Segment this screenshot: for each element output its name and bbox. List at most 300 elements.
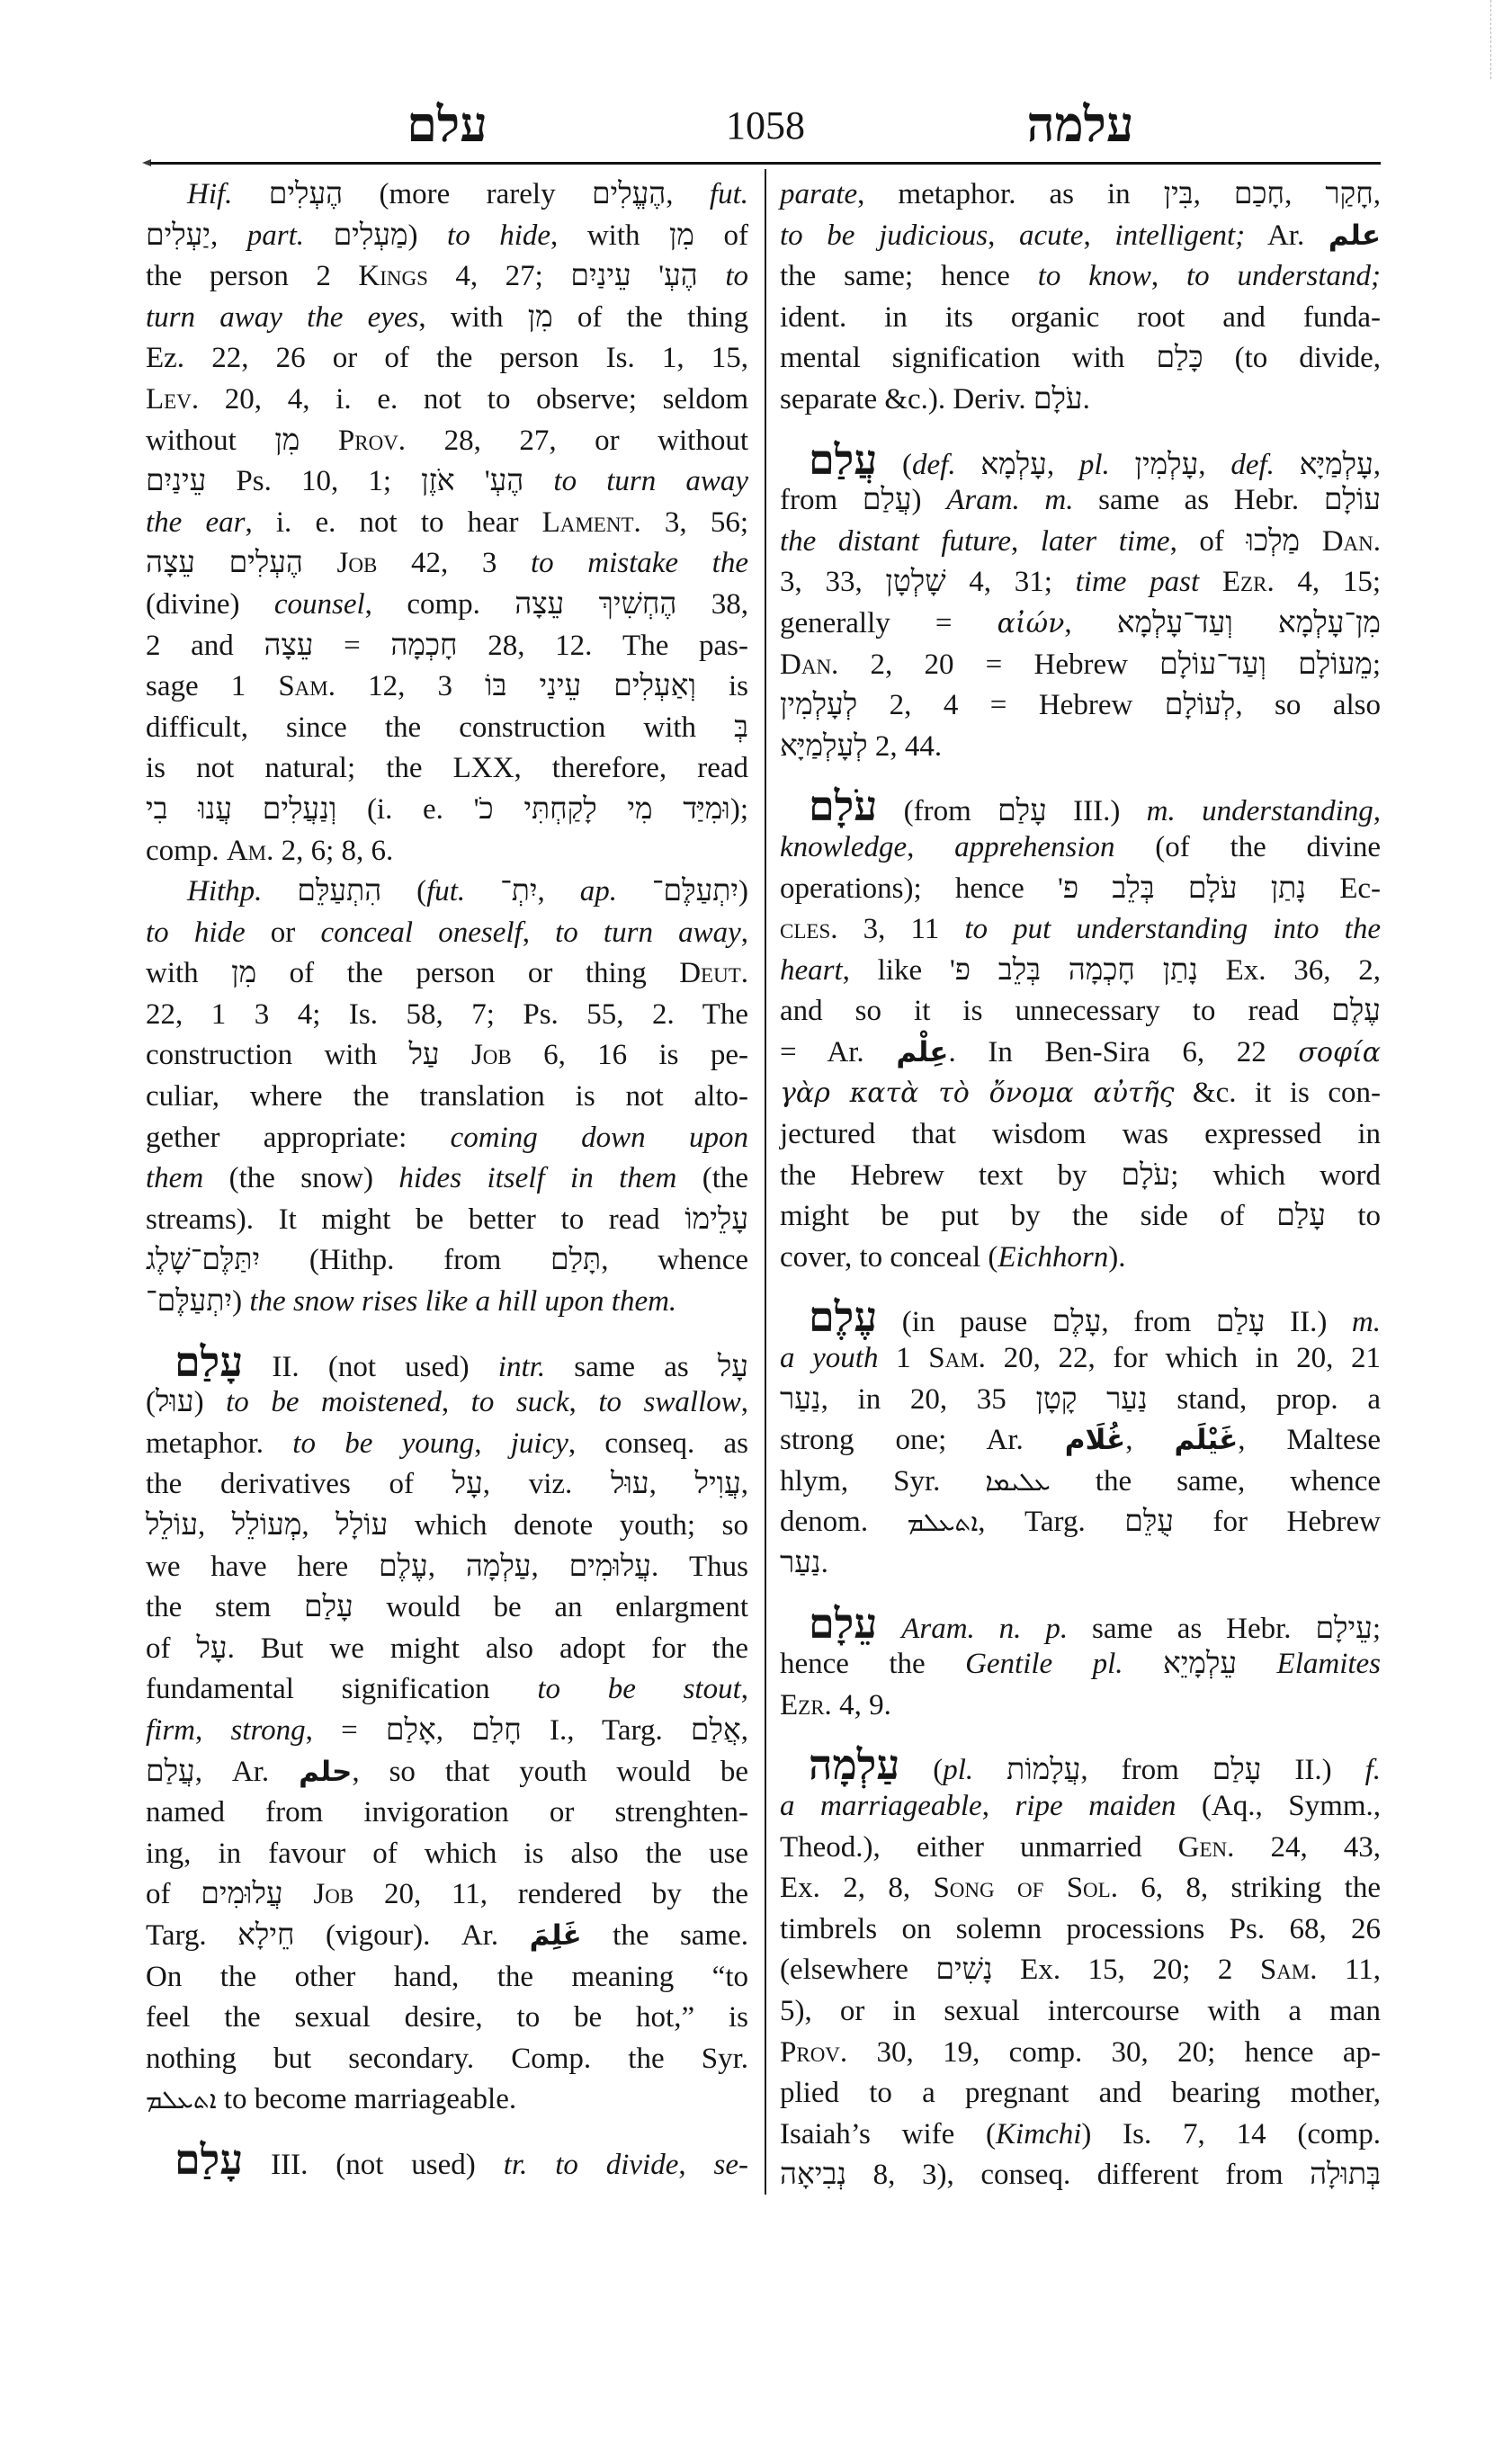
italic-text: turn away the eyes <box>146 300 419 334</box>
text-line <box>146 2136 749 2183</box>
text-run: 8, 3), conseq. different from <box>846 2159 1311 2192</box>
book-reference: Sam. <box>1259 1954 1318 1987</box>
hebrew-word: נְבִיאָה <box>780 2159 847 2192</box>
text-run: On the other hand, the meaning “to <box>146 1960 748 1993</box>
text-run: feel the sexual desire, to be hot,” is <box>146 2001 748 2034</box>
text-line <box>146 1629 748 1670</box>
text-run: , <box>531 1550 569 1583</box>
book-reference: Sam. <box>928 1342 986 1375</box>
italic-text: them <box>146 1162 204 1195</box>
text-line <box>780 1600 1381 1647</box>
text-run: . <box>1082 382 1090 416</box>
text-line <box>780 436 1382 483</box>
arabic-word: حلم <box>299 1755 353 1788</box>
italic-text: f. <box>1364 1754 1381 1787</box>
text-line <box>780 2155 1381 2196</box>
text-line <box>146 913 748 954</box>
text-line <box>146 1035 748 1077</box>
text-run: , <box>1284 178 1326 210</box>
arabic-word: علم <box>1328 219 1381 252</box>
hebrew-word: עָלַם <box>998 795 1047 828</box>
hebrew-word: מֵעוֹלָם וְעַד־עוֹלָם <box>1159 648 1373 681</box>
text-line <box>780 1338 1381 1380</box>
hebrew-word: יִתַּלֶּם־שָׁלֶג <box>146 1244 261 1277</box>
text-line <box>780 827 1381 869</box>
hebrew-word: עוּל <box>611 1468 649 1501</box>
text-line <box>780 1420 1381 1462</box>
text-run: . But we might also adopt for the <box>227 1632 748 1665</box>
text-run <box>1123 1648 1163 1680</box>
book-reference: Am. <box>226 834 274 867</box>
text-line <box>780 1685 1381 1727</box>
italic-text: ripe maiden <box>1015 1789 1176 1822</box>
text-run: , <box>522 916 556 949</box>
text-run: construction with <box>146 1039 409 1072</box>
text-run: II.) <box>1261 1754 1365 1787</box>
hebrew-word: לְעָלְמִין <box>780 689 858 722</box>
hebrew-word: עֵצָה <box>264 629 314 662</box>
text-run: 28, 27, or without <box>406 424 749 457</box>
text-run: ). <box>1108 1240 1126 1274</box>
book-reference: Sam. <box>278 670 336 703</box>
text-line <box>780 216 1381 257</box>
text-run: (the snow) <box>203 1162 399 1195</box>
hebrew-word: עֵינַיִם <box>146 465 207 498</box>
italic-text: Eichhorn <box>998 1240 1109 1274</box>
text-run: , <box>1046 448 1079 481</box>
dictionary-entry <box>146 1338 749 2121</box>
text-run: 3, 11 <box>837 913 965 946</box>
text-line <box>780 1786 1381 1828</box>
hebrew-word: עָל <box>196 1632 228 1665</box>
text-line <box>780 991 1381 1033</box>
italic-text: m. <box>1351 1306 1382 1339</box>
hebrew-word: עֲלוּמִים <box>201 1878 283 1911</box>
text-line <box>780 1868 1381 1909</box>
text-line <box>146 216 748 257</box>
text-run: (vigour). Ar. <box>294 1918 530 1952</box>
text-run: , <box>301 1509 336 1542</box>
text-run: , in 20, 35 <box>820 1382 1036 1416</box>
book-reference: Kings <box>358 260 428 293</box>
text-run: (divine) <box>146 587 274 621</box>
italic-text: hides itself in them <box>398 1162 677 1195</box>
text-run: (to divide, <box>1203 342 1381 375</box>
text-run: the same. <box>581 1918 748 1952</box>
text-run: Ec- <box>1306 872 1382 905</box>
book-reference: Job <box>336 547 378 580</box>
text-run: 30, 19, comp. 30, 20; hence ap- <box>847 2035 1381 2069</box>
hebrew-word: חָכְמָה <box>390 629 458 662</box>
text-run: Ez. 22, 26 or of the person Is. 1, 15, <box>146 342 748 375</box>
text-run: the same, whence <box>1050 1464 1381 1498</box>
text-line <box>146 1793 748 1834</box>
hebrew-word: מִן <box>274 424 300 457</box>
headword: עֵלָם <box>809 1600 878 1647</box>
hebrew-word: הֶעְלִים <box>268 178 344 210</box>
entry-paragraph <box>146 174 748 872</box>
italic-text: the snow rises like a hill upon them. <box>249 1285 677 1319</box>
text-run: &c. it is con- <box>1174 1077 1381 1110</box>
hebrew-word: נַעַר קָטָן <box>1035 1382 1148 1416</box>
hebrew-word: וְנַעֲלִים עֲנוּ בִי <box>146 792 337 826</box>
right-column <box>780 174 1381 2196</box>
hebrew-word: מִן <box>527 300 553 334</box>
hebrew-word: אָלַם <box>385 1713 436 1747</box>
italic-text: apprehension <box>954 830 1115 863</box>
text-run: 2, 6; 8, 6. <box>273 834 394 867</box>
italic-text: def. <box>912 448 956 481</box>
text-line <box>780 604 1381 645</box>
text-line <box>780 338 1381 380</box>
hebrew-word: אֲלַם <box>690 1713 741 1747</box>
italic-text: juicy <box>510 1426 568 1460</box>
text-run: , Maltese <box>1238 1424 1382 1457</box>
text-run <box>440 1039 471 1071</box>
text-run: of <box>694 219 749 252</box>
text-run: ) <box>193 1386 227 1419</box>
text-line <box>780 1543 1381 1585</box>
header-rule <box>150 162 1381 165</box>
text-run: , <box>427 1550 466 1583</box>
text-run: Targ. <box>146 1918 238 1952</box>
text-run: , <box>740 1713 748 1747</box>
hebrew-word: חָכַם <box>1233 178 1285 210</box>
column-divider <box>765 169 766 2195</box>
text-run: without <box>146 424 275 457</box>
arabic-word: غُلَام <box>1064 1424 1126 1457</box>
hebrew-word: עוּל <box>156 1386 194 1419</box>
text-run <box>1199 566 1222 598</box>
italic-text: a marriageable <box>780 1789 982 1822</box>
text-run: 12, 3 <box>336 670 486 703</box>
text-run: , <box>1125 1424 1175 1457</box>
text-run: ; <box>1372 648 1381 681</box>
hebrew-word: עָלַם <box>1276 1200 1326 1233</box>
arabic-word: غَلِمَ <box>529 1918 582 1952</box>
text-run: the stem <box>146 1591 304 1624</box>
syriac-word: ܐܬܥܠܡ <box>146 2085 217 2115</box>
text-line <box>146 2039 748 2080</box>
text-run: with <box>146 957 232 990</box>
italic-text: intr. <box>497 1350 546 1383</box>
text-line <box>780 298 1381 339</box>
text-line <box>780 174 1381 216</box>
text-run: 4, 15; <box>1274 566 1382 599</box>
book-reference: cles. <box>780 913 838 946</box>
hebrew-word: חֵילָא <box>237 1918 295 1952</box>
text-run: , so also <box>1235 689 1381 722</box>
text-run: 42, 3 <box>377 547 531 580</box>
entry-paragraph <box>780 174 1381 421</box>
hebrew-word: יִתְ־ <box>500 875 538 908</box>
text-run: , <box>1373 178 1381 210</box>
italic-text: to turn away <box>555 916 741 949</box>
text-run: (from <box>877 795 998 828</box>
text-line <box>780 2115 1381 2156</box>
text-line <box>146 1506 748 1547</box>
text-line <box>780 562 1381 604</box>
text-line <box>146 461 748 503</box>
hebrew-word: עֶלֶם <box>1331 995 1381 1028</box>
book-reference: Song of Sol. <box>933 1872 1118 1905</box>
hebrew-word: הֶעְ' עֵינַיִם <box>570 260 698 293</box>
scan-edge-mark <box>1490 0 1491 79</box>
italic-text: to be stout <box>537 1673 741 1706</box>
italic-text: firm <box>146 1713 196 1747</box>
text-line <box>780 1033 1381 1074</box>
text-run: , <box>740 1468 748 1501</box>
italic-text: to mistake the <box>530 547 749 580</box>
text-run <box>303 547 337 579</box>
dictionary-entry <box>780 1600 1382 1727</box>
italic-text: parate <box>780 178 858 210</box>
hebrew-word: מְעוֹלֵל <box>231 1509 302 1542</box>
text-run: . <box>820 1547 828 1579</box>
text-run: 38, <box>676 587 748 621</box>
text-line <box>780 1156 1381 1197</box>
hebrew-word: מַעְלִים <box>333 219 408 252</box>
text-run: II. (not used) <box>243 1350 498 1383</box>
text-run: ) <box>911 484 947 517</box>
italic-text: to hide <box>146 916 246 949</box>
text-run: , <box>740 916 749 949</box>
text-run <box>1110 449 1135 481</box>
text-run: , <box>1083 219 1115 252</box>
book-reference: Dan. <box>1321 524 1382 558</box>
text-line <box>146 174 748 216</box>
text-run: , <box>649 1468 695 1501</box>
text-run: denom. <box>780 1506 908 1539</box>
text-line <box>780 480 1381 522</box>
italic-text: coming down upon <box>450 1121 748 1154</box>
text-run <box>465 875 500 908</box>
text-run: we have here <box>146 1550 380 1583</box>
text-line <box>146 790 748 831</box>
text-run: jectured that wisdom was expressed in <box>780 1118 1381 1151</box>
text-run: , <box>988 219 1019 252</box>
hebrew-word: וּמִיַּד מִי לָקַחְתִּי כֹ' <box>473 792 730 826</box>
text-run: , <box>981 1789 1015 1822</box>
text-run <box>698 260 726 292</box>
text-run: 4, 27; <box>427 260 571 293</box>
text-run <box>523 465 553 497</box>
text-run: Ar. <box>1245 219 1329 252</box>
italic-text: to be young <box>292 1426 475 1460</box>
text-run: 24, 43, <box>1234 1830 1381 1864</box>
book-reference: Lament. <box>541 505 641 539</box>
text-run: sage 1 <box>146 670 279 703</box>
text-run: ( <box>877 448 913 481</box>
text-line <box>146 872 748 913</box>
text-line <box>780 1380 1381 1421</box>
italic-text: to be moistened <box>226 1386 442 1419</box>
text-run: (i. e. <box>336 792 474 826</box>
hebrew-word: עֻלֵּם <box>1124 1506 1174 1539</box>
italic-text: to swallow <box>598 1386 741 1419</box>
hebrew-word: עוֹלָל <box>336 1509 389 1542</box>
text-run: difficult, since the construction with <box>146 711 735 744</box>
text-line <box>146 256 748 298</box>
text-run: 22, 1 3 4; Is. 58, 7; Ps. 55, 2. The <box>146 997 748 1031</box>
text-line <box>146 1957 748 1998</box>
text-run: same as Hebr. <box>1073 484 1324 517</box>
text-line <box>780 1644 1381 1685</box>
text-run <box>232 178 268 210</box>
text-run: = <box>313 629 391 662</box>
text-run <box>300 425 338 457</box>
text-run: streams). It might be better to read <box>146 1203 685 1236</box>
text-line <box>780 1196 1381 1238</box>
dictionary-entry <box>780 436 1382 768</box>
book-reference: Job <box>470 1039 512 1072</box>
text-run: . In Ben-Sira 6, 22 <box>948 1035 1299 1069</box>
text-run: (the <box>676 1162 749 1195</box>
syriac-word: ܥܠܝܡܐ <box>985 1466 1051 1497</box>
italic-text: to hide <box>447 219 551 252</box>
text-line <box>146 1874 748 1916</box>
italic-text: part. <box>246 219 305 252</box>
text-line <box>146 298 748 339</box>
italic-text: a youth <box>780 1342 879 1375</box>
hebrew-word: עָלְמַיָּא <box>1299 448 1373 481</box>
book-reference: Deut. <box>679 957 749 990</box>
text-run: fundamental signification <box>146 1673 538 1706</box>
text-run: , whence <box>601 1244 748 1277</box>
text-run: ) <box>232 1285 250 1319</box>
text-run: of <box>146 1878 201 1911</box>
italic-text: fut. <box>426 875 466 908</box>
text-run: , <box>568 1386 599 1419</box>
text-run: ing, in favour of which is also the use <box>146 1837 748 1870</box>
text-run: , i. e. not to hear <box>245 505 542 539</box>
text-run <box>973 1754 1007 1786</box>
book-reference: Ezr. <box>780 1688 832 1721</box>
text-line <box>146 1158 748 1200</box>
text-run: the Hebrew text by <box>780 1158 1122 1192</box>
text-run: ( <box>381 875 427 908</box>
text-run <box>617 875 652 908</box>
text-run: generally = <box>780 606 998 639</box>
text-line <box>780 1073 1381 1114</box>
text-line <box>146 708 748 749</box>
hebrew-word: נַעַר <box>780 1382 821 1416</box>
text-run: , = <box>305 1713 386 1747</box>
italic-text: Kimchi <box>996 2117 1082 2150</box>
text-run: Ex. 15, 20; 2 <box>992 1954 1260 1987</box>
hebrew-word: עֵילָם <box>1315 1612 1373 1645</box>
text-run: timbrels on solemn processions Ps. 68, 26 <box>780 1912 1381 1945</box>
text-run: which denote youth; so <box>388 1509 748 1542</box>
hebrew-word: עֹלָם <box>1121 1158 1171 1192</box>
text-run: , from <box>1080 1754 1212 1787</box>
text-run: , of <box>1169 524 1247 558</box>
headword: עֶלֶם <box>809 1294 878 1341</box>
headword: עַלְמָה <box>809 1742 900 1789</box>
text-run: to become marriageable. <box>216 2083 517 2116</box>
text-run: 3, 56; <box>640 505 749 539</box>
text-run: (Aq., Symm., <box>1176 1789 1381 1822</box>
text-run <box>1300 525 1322 558</box>
hebrew-word: עֶלֶם <box>379 1550 428 1583</box>
text-run: ); <box>729 792 748 826</box>
arabic-word: عِلْم <box>896 1035 949 1069</box>
text-run: and so it is unnecessary to read <box>780 995 1332 1028</box>
text-run: , Ar. <box>194 1755 300 1788</box>
hebrew-word: יִתְעַלֶּם־ <box>146 1285 233 1319</box>
text-run: ; which word <box>1170 1158 1382 1192</box>
text-line <box>146 585 748 626</box>
text-line <box>146 1338 748 1385</box>
text-run: is not natural; the LXX, therefore, read <box>146 752 748 785</box>
text-line <box>780 1462 1381 1503</box>
hebrew-word: עֲלוּמִים <box>568 1550 651 1583</box>
text-run: , so that youth would be <box>352 1755 748 1788</box>
text-run: plied to a pregnant and bearing mother, <box>780 2077 1381 2110</box>
text-run: is <box>695 670 748 703</box>
text-run: would be an enlargment <box>353 1591 748 1624</box>
text-run: might be put by the side of <box>780 1200 1277 1233</box>
text-run <box>877 1613 901 1645</box>
hebrew-word: נָתַן חָכְמָה בְּלֵב פ' <box>949 953 1198 987</box>
greek-word: σοφία <box>1298 1036 1381 1069</box>
italic-text: Aram. n. p. <box>901 1612 1069 1645</box>
text-line <box>146 831 748 872</box>
text-line <box>146 1118 748 1159</box>
arabic-word: غَيْلَم <box>1174 1424 1239 1457</box>
text-run: , like <box>842 953 950 987</box>
hebrew-word: נָשִׁים <box>935 1954 993 1987</box>
text-run: III. (not used) <box>243 2148 504 2181</box>
text-run <box>527 2149 555 2181</box>
text-line <box>146 1077 748 1118</box>
text-line <box>146 1200 748 1241</box>
text-run: (elsewhere <box>780 1954 936 1987</box>
page-number: 1058 <box>726 103 805 148</box>
italic-text: to <box>725 260 748 293</box>
text-run: , <box>198 1509 232 1542</box>
text-run: , <box>666 178 710 210</box>
text-run: culiar, where the translation is not alto- <box>146 1080 748 1113</box>
hebrew-word: בְּ <box>734 711 748 744</box>
text-run: of the person or thing <box>256 957 680 990</box>
text-run: metaphor. <box>146 1426 293 1460</box>
text-line <box>146 953 748 995</box>
text-run: ( <box>146 1386 156 1419</box>
italic-text: pl. <box>1078 448 1110 481</box>
text-line <box>146 1916 748 1957</box>
hebrew-word: מַלְכוּ <box>1246 524 1301 558</box>
text-run: Ps. 10, 1; <box>206 465 422 498</box>
text-run: , <box>537 875 580 908</box>
text-run: 2, 44. <box>867 729 943 763</box>
hebrew-word: וְאַעְלִים עֵינַי בּוֹ <box>485 670 696 703</box>
text-run: ) Is. 7, 14 (comp. <box>1081 2117 1381 2150</box>
hebrew-word: עָל <box>452 1468 483 1501</box>
text-run: , <box>740 1386 749 1419</box>
hebrew-word: עֹלָם <box>1033 382 1083 416</box>
text-line <box>780 869 1381 910</box>
italic-text: Aram. m. <box>946 484 1074 517</box>
hebrew-word: נַעַר <box>780 1547 821 1579</box>
text-line <box>780 645 1381 686</box>
text-line <box>146 1669 748 1711</box>
text-run <box>1237 1648 1276 1680</box>
text-run: , <box>441 1386 471 1419</box>
text-run: ident. in its organic root and funda- <box>780 300 1381 334</box>
book-reference: Gen. <box>1177 1830 1235 1864</box>
hebrew-word: בִּין <box>1163 178 1194 210</box>
